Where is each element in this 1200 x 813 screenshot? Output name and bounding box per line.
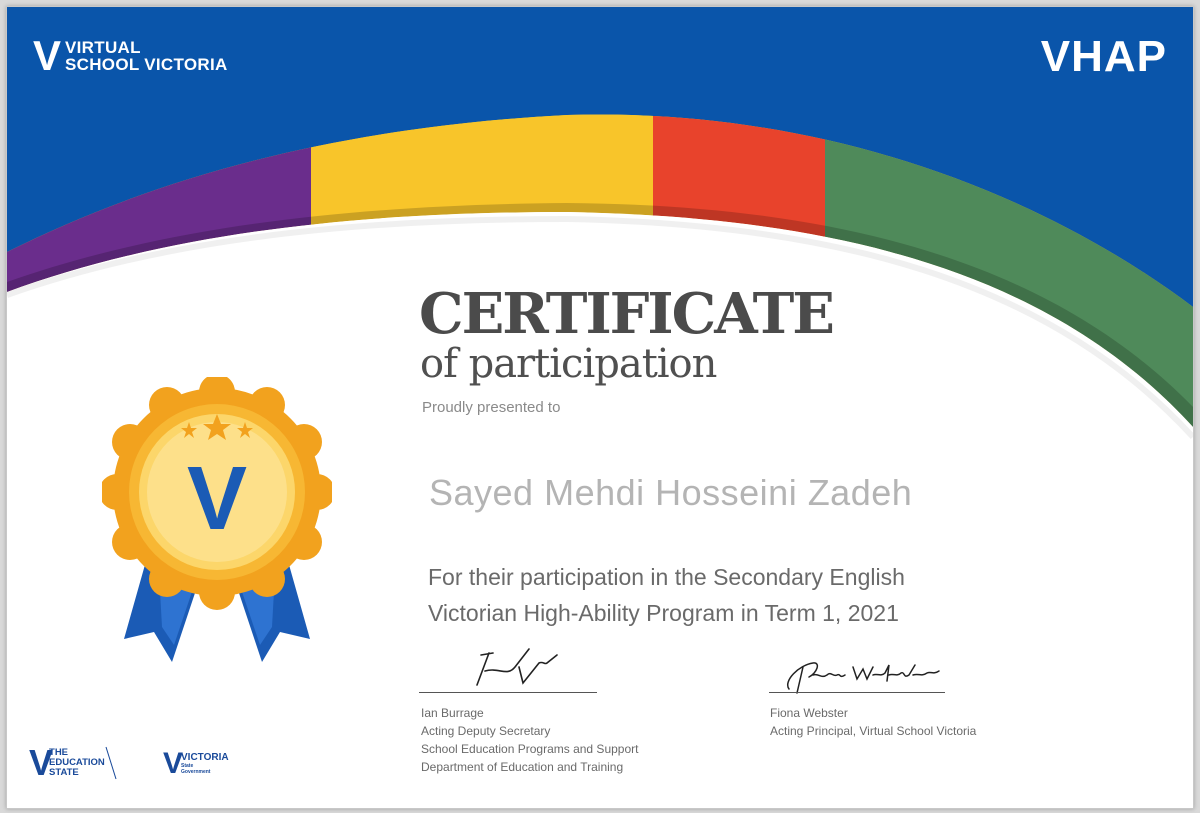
victoria-sub: State xyxy=(181,763,194,769)
signatory-name: Fiona Webster xyxy=(770,706,848,720)
certificate-title: CERTIFICATE xyxy=(419,281,833,347)
signatory-1 xyxy=(421,704,638,776)
signatory-title: Acting Principal, Virtual School Victoria xyxy=(770,724,977,738)
participation-description xyxy=(428,559,1068,631)
signatory-title: Department of Education and Training xyxy=(421,760,624,774)
signatory-name: Ian Burrage xyxy=(421,706,484,720)
signature-fiona-webster xyxy=(769,637,1029,697)
signatory-title: Acting Deputy Secretary xyxy=(421,724,551,738)
victoria-text: VICTORIA xyxy=(181,752,229,763)
certificate-subtitle: of participation xyxy=(420,341,717,387)
vhap-logo: VHAP xyxy=(1040,32,1167,81)
signatory-2 xyxy=(770,704,976,740)
victoria-v-icon: V xyxy=(163,747,184,780)
victoria-government-logo xyxy=(163,749,229,779)
signature-ian-burrage xyxy=(419,637,679,697)
education-state-line: EDUCATION xyxy=(49,757,105,768)
award-medal-icon xyxy=(102,377,332,667)
medal-letter: V xyxy=(186,449,248,549)
victoria-sub: Government xyxy=(181,769,211,775)
virtual-school-victoria-logo xyxy=(33,32,228,79)
description-line-1: For their participation in the Secondary English xyxy=(428,564,905,590)
description-line-2: Victorian High-Ability Program in Term 1, 2021 xyxy=(428,600,899,626)
education-state-line: THE xyxy=(49,747,69,758)
education-state-v-icon: V xyxy=(29,742,54,783)
certificate-page xyxy=(6,6,1194,809)
education-state-logo xyxy=(29,742,117,783)
handwritten-signature-icon xyxy=(769,637,969,697)
logo-line-1: VIRTUAL xyxy=(65,38,141,57)
footer-logos xyxy=(29,742,249,791)
v-logo-icon: V xyxy=(33,32,60,79)
handwritten-signature-icon xyxy=(419,637,619,697)
signature-line xyxy=(769,692,945,693)
divider-slash-icon xyxy=(105,745,117,781)
signature-line xyxy=(419,692,597,693)
logo-line-2: SCHOOL VICTORIA xyxy=(65,55,228,74)
education-state-line: STATE xyxy=(49,767,79,778)
signatory-title: School Education Programs and Support xyxy=(421,742,639,756)
recipient-name: Sayed Mehdi Hosseini Zadeh xyxy=(429,472,913,513)
presented-label: Proudly presented to xyxy=(422,399,561,416)
